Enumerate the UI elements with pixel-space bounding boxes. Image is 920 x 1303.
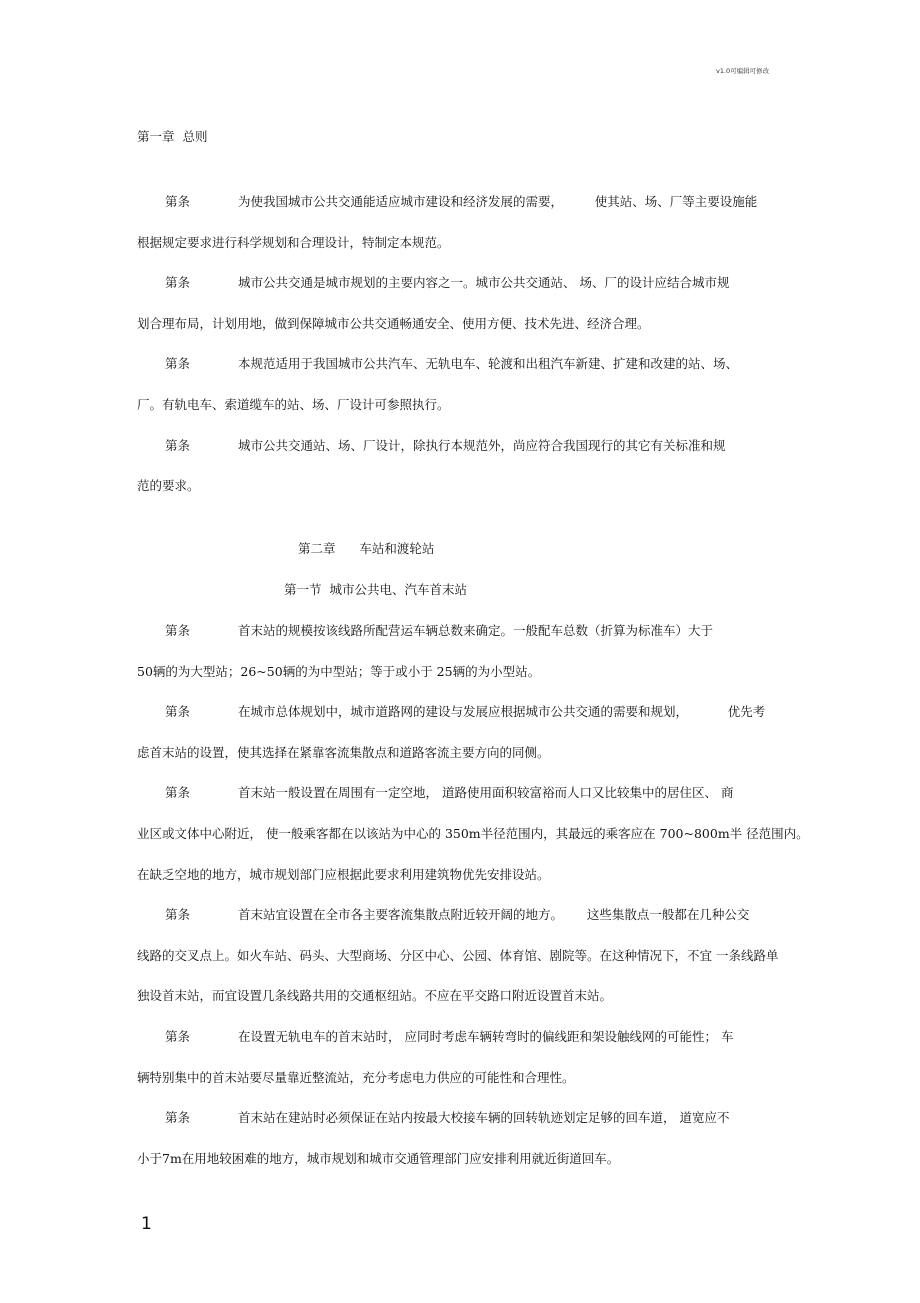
article-label: 第条 xyxy=(165,356,191,372)
page-number: 1 xyxy=(141,1214,152,1234)
article-text: 在城市总体规划中，城市道路网的建设与发展应根据城市公共交通的需要和规划， 优先考 xyxy=(238,704,766,720)
article-text-continued: 50辆的为大型站；26~50辆的为中型站；等于或小于 25辆的为小型站。 xyxy=(137,663,541,679)
article-label: 第条 xyxy=(165,275,191,291)
chapter2-title: 第二章 车站和渡轮站 xyxy=(298,541,435,556)
article-text: 在设置无轨电车的首末站时， 应同时考虑车辆转弯时的偏线距和架设触线网的可能性； 车 xyxy=(238,1029,734,1044)
article-label: 第条 xyxy=(165,785,191,801)
section1-title: 第一节 城市公共电、汽车首末站 xyxy=(284,582,467,597)
article-text: 为使我国城市公共交通能适应城市建设和经济发展的需要， 使其站、场、厂等主要设施能 xyxy=(238,194,758,209)
article-text-continued: 范的要求。 xyxy=(137,478,200,494)
article-text: 首末站一般设置在周围有一定空地， 道路使用面积较富裕而人口又比较集中的居住区、 商 xyxy=(238,785,734,801)
article-label: 第条 xyxy=(165,1110,191,1126)
page-header: v1.0可编辑可修改 xyxy=(716,67,770,75)
article-label: 第条 xyxy=(165,623,191,638)
article-label: 第条 xyxy=(165,704,191,720)
article-text: 首末站宜设置在全市各主要客流集散点附近较开阔的地方。 这些集散点一般都在几种公交 xyxy=(238,907,750,923)
article-text-continued: 划合理布局，计划用地，做到保障城市公共交通畅通安全、使用方便、技术先进、经济合理。 xyxy=(137,315,650,331)
article-label: 第条 xyxy=(165,1029,191,1044)
article-text: 本规范适用于我国城市公共汽车、无轨电车、轮渡和出租汽车新建、扩建和改建的站、场、 xyxy=(238,356,739,372)
article-label: 第条 xyxy=(165,437,191,453)
article-label: 第条 xyxy=(165,194,191,209)
article-text-continued: 辆特别集中的首末站要尽量靠近整流站，充分考虑电力供应的可能性和合理性。 xyxy=(137,1069,575,1085)
article-text-continued: 虑首末站的设置，使其选择在紧靠客流集散点和道路客流主要方向的同侧。 xyxy=(137,744,550,760)
article-text-continued: 根据规定要求进行科学规划和合理设计，特制定本规范。 xyxy=(137,234,450,250)
article-text-continued: 在缺乏空地的地方，城市规划部门应根据此要求利用建筑物优先安排设站。 xyxy=(137,866,550,882)
chapter1-title: 第一章 总则 xyxy=(137,129,208,144)
article-text-continued: 独设首末站，而宜设置几条线路共用的交通枢纽站。不应在平交路口附近设置首末站。 xyxy=(137,988,613,1004)
article-text: 城市公共交通站、场、厂设计，除执行本规范外，尚应符合我国现行的其它有关标准和规 xyxy=(238,437,726,453)
article-text-continued: 业区或文体中心附近， 使一般乘客都在以该站为中心的 350m半径范围内，其最远的乘客应在 700~800m半 径范围内。 xyxy=(137,826,809,841)
article-text-continued: 小于7m在用地较困难的地方，城市规划和城市交通管理部门应安排利用就近街道回车。 xyxy=(137,1150,620,1166)
article-text: 首末站在建站时必须保证在站内按最大校接车辆的回转轨迹划定足够的回车道， 道宽应不 xyxy=(238,1110,730,1126)
article-text-continued: 线路的交叉点上。如火车站、码头、大型商场、分区中心、公园、体育馆、剧院等。在这种情况下，不宜 一条线路单 xyxy=(137,947,779,963)
article-label: 第条 xyxy=(165,907,191,923)
article-text: 首末站的规模按该线路所配营运车辆总数来确定。一般配车总数（折算为标准车）大于 xyxy=(238,623,714,638)
article-text-continued: 厂。有轨电车、索道缆车的站、场、厂设计可参照执行。 xyxy=(137,397,450,412)
article-text: 城市公共交通是城市规划的主要内容之一。城市公共交通站、 场、厂的设计应结合城市规 xyxy=(238,275,730,291)
